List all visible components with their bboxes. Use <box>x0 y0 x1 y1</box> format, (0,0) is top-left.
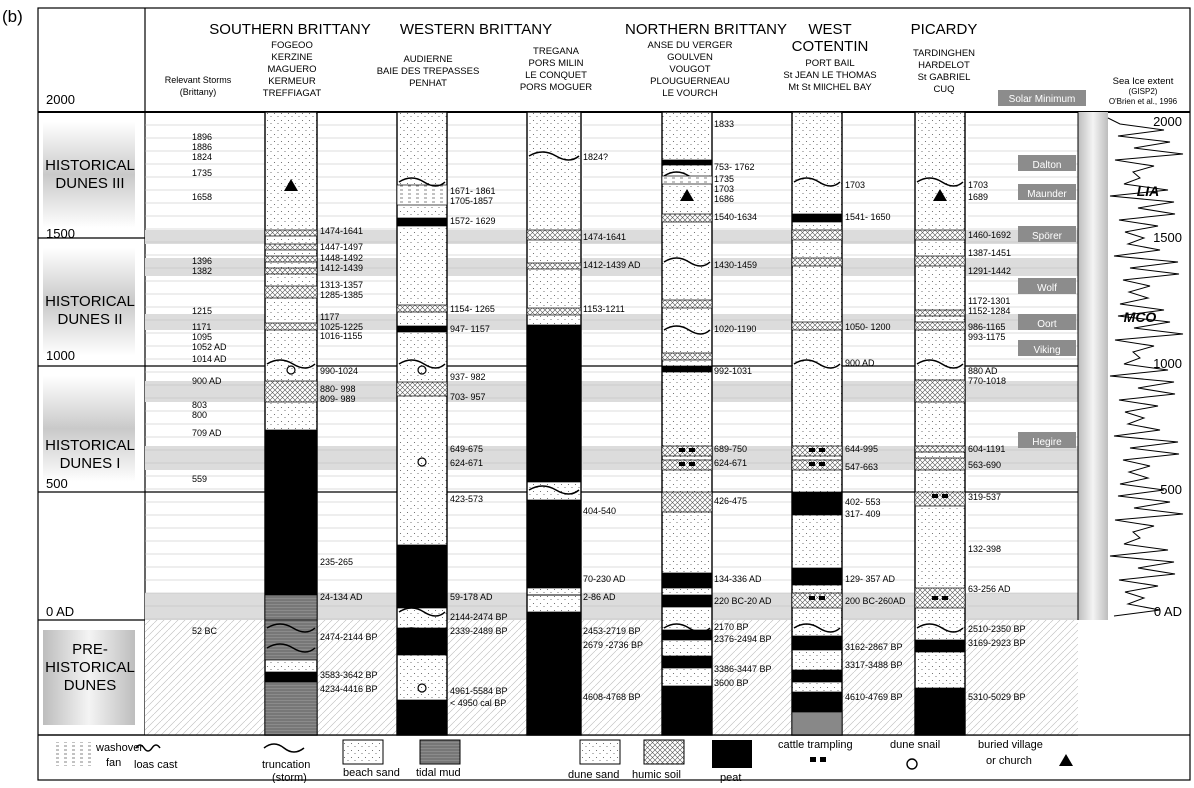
region-site: St GABRIEL <box>917 72 971 83</box>
strat-layer <box>662 686 712 735</box>
date-label: 1540-1634 <box>714 212 758 222</box>
date-label: 1387-1451 <box>968 248 1012 258</box>
legend-humic-soil-swatch <box>644 740 684 764</box>
column-base <box>662 112 712 735</box>
region-site: MAGUERO <box>267 64 317 75</box>
date-label: 1448-1492 <box>320 253 364 263</box>
date-label: 134-336 AD <box>714 574 762 584</box>
right-axis-label: 1500 <box>1153 230 1182 245</box>
storm-year: 1735 <box>192 168 213 178</box>
solar-minimum-label: Maunder <box>1027 189 1067 200</box>
legend-label: fan <box>106 757 122 769</box>
date-label: 1572- 1629 <box>450 216 496 226</box>
climate-label: LIA <box>1136 183 1160 199</box>
date-label: 402- 553 <box>845 497 881 507</box>
date-label: 547-663 <box>845 462 879 472</box>
date-label: 70-230 AD <box>583 574 626 584</box>
date-label: 1689 <box>968 192 989 202</box>
period-label: PRE- <box>72 641 108 658</box>
strat-layer <box>265 286 317 298</box>
date-label: 24-134 AD <box>320 592 363 602</box>
strat-layer <box>265 268 317 274</box>
strat-layer <box>265 381 317 402</box>
period-label: DUNES I <box>59 455 121 472</box>
legend-label: peat <box>720 772 742 783</box>
storm-year: 1824 <box>192 152 213 162</box>
strat-layer <box>527 500 581 588</box>
date-label: 689-750 <box>714 444 748 454</box>
strat-layer <box>265 430 317 595</box>
storm-year: 800 <box>192 410 208 420</box>
region-site: LE VOURCH <box>662 88 718 99</box>
relevant-storms-sub: (Brittany) <box>179 87 217 97</box>
date-label: 1285-1385 <box>320 290 364 300</box>
region-site: BAIE DES TREPASSES <box>376 66 480 77</box>
region-site: CUQ <box>933 84 955 95</box>
region-title: PICARDY <box>910 21 978 38</box>
date-label: 992-1031 <box>714 366 753 376</box>
date-label: 3583-3642 BP <box>320 670 378 680</box>
date-label: 1686 <box>714 194 735 204</box>
legend-label: buried village <box>978 739 1043 751</box>
date-label: 1541- 1650 <box>845 212 891 222</box>
strat-layer <box>792 446 842 456</box>
region-site: HARDELOT <box>918 60 970 71</box>
date-label: 1412-1439 <box>320 263 364 273</box>
date-label: 4608-4768 BP <box>583 692 641 702</box>
storm-year: 1886 <box>192 142 213 152</box>
date-label: 1460-1692 <box>968 230 1012 240</box>
time-axis-label: 1000 <box>46 348 75 363</box>
legend-label: dune snail <box>890 739 941 751</box>
storm-year: 900 AD <box>192 376 222 386</box>
date-label: 2679 -2736 BP <box>583 640 644 650</box>
date-label: 990-1024 <box>320 366 359 376</box>
date-label: 2453-2719 BP <box>583 626 641 636</box>
date-label: 703- 957 <box>450 392 486 402</box>
date-label: 1154- 1265 <box>450 304 495 314</box>
date-label: 1474-1641 <box>320 226 364 236</box>
storm-year: 803 <box>192 400 208 410</box>
strat-layer <box>915 458 965 470</box>
region-site: PORT BAIL <box>805 58 855 69</box>
date-label: 2474-2144 BP <box>320 632 378 642</box>
period-label: HISTORICAL <box>45 437 135 454</box>
strat-layer <box>792 636 842 650</box>
date-label: 235-265 <box>320 557 354 567</box>
date-label: 1824? <box>583 152 609 162</box>
date-label: 880 AD <box>968 366 998 376</box>
strat-layer <box>662 460 712 470</box>
date-label: 1172-1301 <box>968 296 1011 306</box>
region-title: WEST COTENTIN <box>791 21 869 55</box>
strat-layer <box>662 595 712 607</box>
date-label: 319-537 <box>968 492 1002 502</box>
solar-minimum-label: Spörer <box>1031 231 1063 242</box>
strat-layer <box>662 214 712 222</box>
region-title: NORTHERN BRITTANY <box>625 21 787 38</box>
date-label: 200 BC-260AD <box>845 596 906 606</box>
date-label: 1291-1442 <box>968 266 1012 276</box>
date-label: 2-86 AD <box>583 592 616 602</box>
date-label: 993-1175 <box>968 332 1006 342</box>
strat-layer <box>265 682 317 735</box>
region-site: KERZINE <box>271 52 313 63</box>
date-label: 1447-1497 <box>320 242 364 252</box>
date-label: 423-573 <box>450 494 484 504</box>
legend-beach-sand-swatch <box>343 740 383 764</box>
strat-layer <box>397 382 447 396</box>
legend-label: beach sand <box>343 767 400 779</box>
strat-layer <box>915 588 965 608</box>
region-site: TARDINGHEN <box>912 48 976 59</box>
period-label: HISTORICAL <box>45 293 135 310</box>
date-label: 1735 <box>714 174 735 184</box>
date-label: 404-540 <box>583 506 617 516</box>
region-site: St JEAN LE THOMAS <box>783 70 877 81</box>
right-axis-label: 1000 <box>1153 356 1182 371</box>
storm-year: 1171 <box>192 322 212 332</box>
date-label: 1313-1357 <box>320 280 364 290</box>
strat-layer <box>792 593 842 608</box>
strat-layer <box>662 630 712 640</box>
date-label: 1152-1284 <box>968 306 1011 316</box>
region-site: PLOUGUERNEAU <box>650 76 730 87</box>
date-label: 2144-2474 BP <box>450 612 508 622</box>
strat-layer <box>792 230 842 240</box>
date-label: 2376-2494 BP <box>714 634 772 644</box>
date-label: 649-675 <box>450 444 484 454</box>
relevant-storms-label: Relevant Storms <box>164 75 232 85</box>
date-label: 1153-1211 <box>583 304 625 314</box>
date-label: 2339-2489 BP <box>450 626 508 636</box>
date-label: 129- 357 AD <box>845 574 896 584</box>
storm-year: 1095 <box>192 332 213 342</box>
strat-layer <box>662 656 712 668</box>
storm-year: 1896 <box>192 132 213 142</box>
strat-layer <box>397 545 447 608</box>
date-label: 1050- 1200 <box>845 322 891 332</box>
period-label: HISTORICAL <box>45 659 135 676</box>
region-site: TREFFIAGAT <box>262 88 322 99</box>
panel-label: (b) <box>2 7 23 26</box>
strat-layer <box>397 326 447 332</box>
strat-layer <box>915 310 965 316</box>
legend-washover-swatch <box>52 742 92 766</box>
strat-layer <box>265 672 317 682</box>
strat-layer <box>397 185 447 205</box>
strat-layer <box>662 446 712 456</box>
strat-layer <box>792 460 842 470</box>
date-label: 753- 1762 <box>714 162 755 172</box>
strat-layer <box>915 256 965 266</box>
strat-layer <box>915 492 965 506</box>
strat-layer <box>265 323 317 330</box>
date-label: 3169-2923 BP <box>968 638 1026 648</box>
strat-layer <box>915 230 965 240</box>
strat-layer <box>265 256 317 262</box>
region-site: ANSE DU VERGER <box>647 40 733 51</box>
date-label: 1703 <box>845 180 866 190</box>
storm-year: 709 AD <box>192 428 222 438</box>
strat-layer <box>792 322 842 330</box>
date-label: 317- 409 <box>845 509 881 519</box>
strat-layer <box>527 263 581 269</box>
date-label: 604-1191 <box>968 444 1006 454</box>
region-site: AUDIERNE <box>403 54 453 65</box>
strat-layer <box>915 640 965 652</box>
solar-minimum-label: Solar Minimum <box>1008 94 1076 105</box>
strat-layer <box>662 492 712 512</box>
region-title: WESTERN BRITTANY <box>399 21 553 38</box>
solar-minimum-label: Viking <box>1033 345 1061 356</box>
legend-dune-sand-swatch <box>580 740 620 764</box>
date-label: 1020-1190 <box>714 324 757 334</box>
date-label: 3162-2867 BP <box>845 642 903 652</box>
strat-layer <box>792 692 842 712</box>
climate-label: MCO <box>1123 309 1157 325</box>
region-site: LE CONQUET <box>525 70 587 81</box>
date-label: 1671- 1861 <box>450 186 496 196</box>
date-label: 1177 <box>320 312 340 322</box>
strat-layer <box>792 492 842 515</box>
strat-layer <box>915 688 965 735</box>
period-label: DUNES II <box>57 311 123 328</box>
date-label: 1430-1459 <box>714 260 758 270</box>
region-site: PORS MOGUER <box>519 82 593 93</box>
date-label: 3317-3488 BP <box>845 660 903 670</box>
legend-label: truncation <box>262 759 311 771</box>
date-label: 1833 <box>714 119 735 129</box>
legend-label: washover <box>96 742 144 754</box>
date-label: 644-995 <box>845 444 879 454</box>
date-label: 3386-3447 BP <box>714 664 772 674</box>
date-label: 4234-4416 BP <box>320 684 378 694</box>
date-label: < 4950 cal BP <box>450 698 507 708</box>
storm-year: 1396 <box>192 256 213 266</box>
storm-year: 1052 AD <box>192 342 227 352</box>
date-label: 624-671 <box>450 458 484 468</box>
storm-year: 1215 <box>192 306 213 316</box>
date-label: 809- 989 <box>320 394 356 404</box>
date-label: 624-671 <box>714 458 748 468</box>
date-label: 2170 BP <box>714 622 749 632</box>
date-label: 1474-1641 <box>583 232 627 242</box>
legend-label: cattle trampling <box>778 739 853 751</box>
date-label: 563-690 <box>968 460 1002 470</box>
strat-layer <box>662 366 712 372</box>
strat-layer <box>265 595 317 620</box>
strat-layer <box>662 176 712 184</box>
legend-label: humic soil <box>632 769 681 781</box>
strat-layer <box>792 258 842 266</box>
time-axis-label: 1500 <box>46 226 75 241</box>
legend-label: (storm) <box>272 772 307 783</box>
date-label: 426-475 <box>714 496 748 506</box>
legend-label: dune sand <box>568 769 620 781</box>
legend-label: tidal mud <box>416 767 461 779</box>
strat-layer <box>915 446 965 452</box>
right-axis-label: 0 AD <box>1153 604 1182 619</box>
solar-minimum-label: Oort <box>1037 319 1057 330</box>
strat-layer <box>662 300 712 308</box>
region-site: PORS MILIN <box>528 58 584 69</box>
storm-year: 52 BC <box>192 626 218 636</box>
strat-layer <box>792 670 842 682</box>
strat-layer <box>662 160 712 165</box>
storm-year: 1014 AD <box>192 354 227 364</box>
strat-layer <box>792 568 842 585</box>
strat-layer <box>662 353 712 360</box>
date-label: 986-1165 <box>968 322 1006 332</box>
solar-minimum-label: Hegire <box>1032 437 1062 448</box>
region-site: GOULVEN <box>667 52 713 63</box>
storm-year: 559 <box>192 474 208 484</box>
sea-ice-title: Sea Ice extent <box>1112 76 1174 87</box>
date-label: 1412-1439 AD <box>583 260 641 270</box>
right-axis-label: 2000 <box>1153 114 1182 129</box>
date-label: 2510-2350 BP <box>968 624 1026 634</box>
legend-peat-swatch <box>712 740 752 768</box>
right-axis-label: 500 <box>1160 482 1182 497</box>
date-label: 1016-1155 <box>320 331 363 341</box>
region-title: SOUTHERN BRITTANY <box>209 21 371 38</box>
date-label: 4610-4769 BP <box>845 692 903 702</box>
solar-minimum-label: Dalton <box>1032 160 1062 171</box>
period-label: HISTORICAL <box>45 157 135 174</box>
date-label: 3600 BP <box>714 678 749 688</box>
strat-layer <box>662 573 712 588</box>
strat-layer <box>527 230 581 240</box>
storm-year: 1382 <box>192 266 213 276</box>
sea-ice-sub: (GISP2) <box>1128 87 1158 96</box>
date-label: 63-256 AD <box>968 584 1011 594</box>
date-label: 937- 982 <box>450 372 486 382</box>
strat-layer <box>397 628 447 655</box>
strat-layer <box>527 325 581 482</box>
legend-label: loas cast <box>134 759 178 771</box>
strat-layer <box>397 218 447 226</box>
region-site: Mt St MIlCHEL BAY <box>788 82 872 93</box>
date-label: 1705-1857 <box>450 196 494 206</box>
strat-layer <box>915 322 965 330</box>
strat-layer <box>265 230 317 236</box>
date-label: 900 AD <box>845 358 875 368</box>
strat-layer <box>527 308 581 315</box>
date-label: 1025-1225 <box>320 322 364 332</box>
legend-tidal-mud-swatch <box>420 740 460 764</box>
strat-layer <box>792 712 842 735</box>
period-label: DUNES <box>63 677 117 694</box>
region-site: KERMEUR <box>268 76 316 87</box>
date-label: 59-178 AD <box>450 592 493 602</box>
date-label: 220 BC-20 AD <box>714 596 772 606</box>
strat-layer <box>915 380 965 402</box>
date-label: 1703 <box>714 184 735 194</box>
year-2000-label: 2000 <box>46 92 75 107</box>
date-label: 132-398 <box>968 544 1002 554</box>
strat-layer <box>397 700 447 735</box>
time-axis-label: 0 AD <box>46 604 75 619</box>
strat-layer <box>397 305 447 312</box>
period-label: DUNES III <box>55 175 125 192</box>
time-axis-label: 500 <box>46 476 68 491</box>
date-label: 947- 1157 <box>450 324 490 334</box>
solar-minimum-label: Wolf <box>1037 283 1057 294</box>
strat-layer <box>265 244 317 250</box>
storm-year: 1658 <box>192 192 213 202</box>
region-site: PENHAT <box>409 78 447 89</box>
region-site: TREGANA <box>533 46 579 57</box>
date-label: 880- 998 <box>320 384 356 394</box>
legend-label: or church <box>986 755 1032 767</box>
date-label: 770-1018 <box>968 376 1007 386</box>
sea-ice-panel <box>1078 112 1108 620</box>
strat-layer <box>527 612 581 735</box>
strat-layer <box>792 214 842 222</box>
region-site: FOGEOO <box>271 40 313 51</box>
date-label: 1703 <box>968 180 989 190</box>
date-label: 4961-5584 BP <box>450 686 508 696</box>
sea-ice-ref: O'Brien et al., 1996 <box>1108 97 1178 106</box>
date-label: 5310-5029 BP <box>968 692 1026 702</box>
region-site: VOUGOT <box>669 64 711 75</box>
